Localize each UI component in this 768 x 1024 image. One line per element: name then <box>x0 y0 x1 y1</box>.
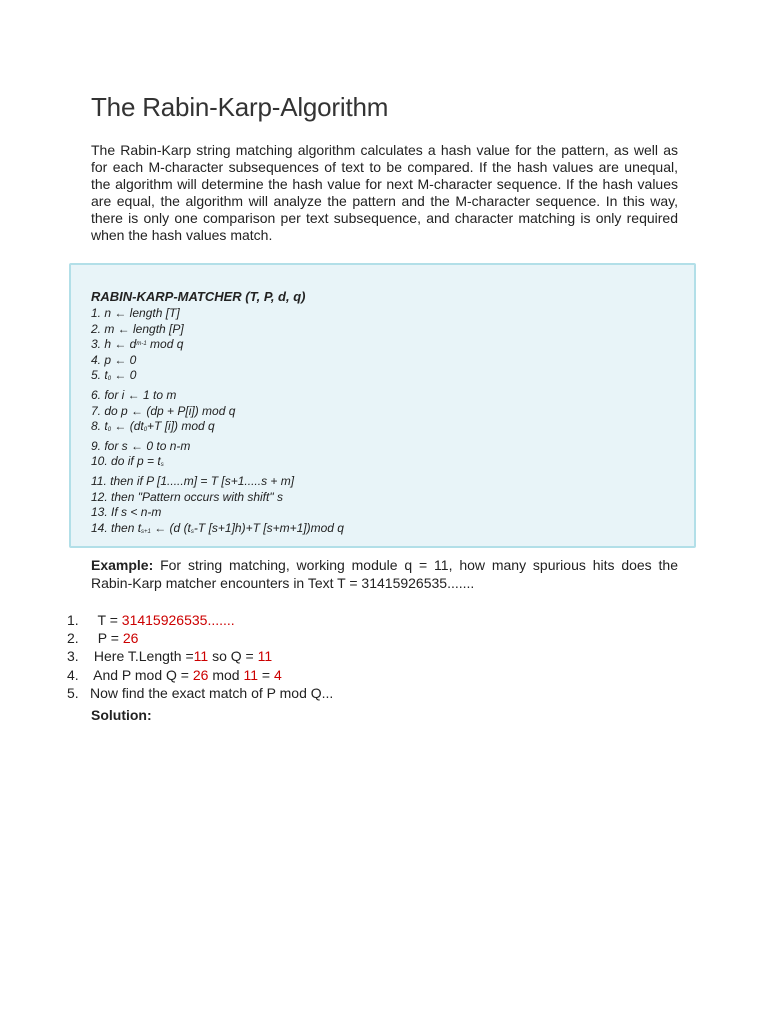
algorithm-line-10 <box>91 454 344 474</box>
step-text-part: mod <box>208 666 244 683</box>
line-5-text-end: ← 0 <box>111 368 137 383</box>
step-number: 2. <box>67 630 79 647</box>
step-number: 3. <box>67 648 79 665</box>
line-14-subscript-2: s <box>190 528 194 535</box>
algorithm-line-4: 4. p ← 0 <box>91 352 137 367</box>
algorithm-line-5 <box>91 368 344 388</box>
algorithm-line-14 <box>91 521 344 541</box>
step-text-part: T = <box>90 612 122 628</box>
line-8-text-mid: ← (dt <box>111 419 144 434</box>
line-14-subscript: s+1 <box>141 528 151 535</box>
highlight-value: 26 <box>122 630 139 647</box>
step-text <box>90 629 138 647</box>
step-number: 1. <box>67 612 79 628</box>
line-3-text-end: mod q <box>146 337 184 352</box>
step-text <box>90 666 282 684</box>
step-text-part: And P mod Q = <box>90 666 193 683</box>
list-item <box>67 684 667 702</box>
line-8-subscript: 0 <box>107 427 112 434</box>
step-text <box>90 611 235 629</box>
page-title: The Rabin-Karp-Algorithm <box>91 92 389 122</box>
algorithm-line-12: 12. then "Pattern occurs with shift" s <box>91 489 283 504</box>
algorithm-line-3 <box>91 337 344 353</box>
list-item <box>67 611 667 629</box>
algorithm-title: RABIN-KARP-MATCHER (T, P, d, q) <box>91 289 306 304</box>
line-5-text: 5. t <box>91 368 108 383</box>
step-text-part: Here T.Length = <box>90 648 194 665</box>
highlight-value: 26 <box>192 666 209 683</box>
list-item <box>67 647 667 665</box>
algorithm-line-11: 11. then if P [1.....m] = T [s+1.....s + m] <box>91 473 295 488</box>
line-14-text: 14. then t <box>91 520 142 535</box>
steps-list <box>67 611 667 702</box>
example-text: For string matching, working module q = 11, how many spurious hits does the Rabin-Karp matcher encounters in Text T = 31415926535....... <box>91 557 678 591</box>
solution-label: Solution: <box>91 707 152 723</box>
list-item <box>67 666 667 684</box>
intro-paragraph: The Rabin-Karp string matching algorithm calculates a hash value for the pattern, as well as for each M-character subsequences of text to be compared. If the hash values are unequal, the algorithm will determine the hash value for next M-character sequence. If the hash values are equal, the algorithm will analyze the pattern and the M-character sequence. In this way, there is only one comparison per text subsequence, and character matching is only required when the hash values match. <box>91 142 678 243</box>
step-number: 4. <box>67 666 79 683</box>
algorithm-line-8 <box>91 419 344 439</box>
line-8-text: 8. t <box>91 419 108 434</box>
algorithm-pseudocode <box>91 289 344 540</box>
line-14-text-end: -T [s+1]h)+T [s+m+1])mod q <box>193 520 344 535</box>
step-number: 5. <box>67 684 79 701</box>
step-text-part: = <box>258 666 274 683</box>
algorithm-line-6: 6. for i ← 1 to m <box>91 387 177 402</box>
algorithm-line-13: 13. If s < n-m <box>91 505 162 520</box>
algorithm-box <box>69 263 696 548</box>
algorithm-line-2: 2. m ← length [P] <box>91 321 184 336</box>
highlight-value: ....... <box>207 612 235 628</box>
example-label: Example: <box>91 557 154 573</box>
step-text-part: so Q = <box>208 648 258 665</box>
line-8-text-end: +T [i]) mod q <box>147 419 215 434</box>
line-10-subscript: s <box>160 462 164 469</box>
line-3-text: 3. h ← d <box>91 337 137 352</box>
line-5-subscript: 0 <box>107 376 112 383</box>
algorithm-line-1: 1. n ← length [T] <box>91 306 180 320</box>
example-paragraph <box>91 557 678 592</box>
line-8-subscript-2: 0 <box>143 427 148 434</box>
highlight-value: 11 <box>243 666 259 683</box>
algorithm-line-7: 7. do p ← (dp + P[i]) mod q <box>91 403 236 418</box>
line-14-text-mid: ← (d (t <box>150 520 191 535</box>
step-text: Now find the exact match of P mod Q... <box>90 684 334 701</box>
line-3-superscript: m-1 <box>136 341 147 348</box>
step-text <box>90 647 272 665</box>
highlight-value: 4 <box>273 666 282 683</box>
highlight-value: 11 <box>193 648 209 665</box>
highlight-value: 11 <box>257 648 273 665</box>
highlight-value: 31415926535 <box>121 612 208 628</box>
algorithm-line-9: 9. for s ← 0 to n-m <box>91 438 191 453</box>
list-item <box>67 629 667 647</box>
step-text-part: P = <box>90 630 123 647</box>
line-10-text: 10. do if p = t <box>91 454 161 469</box>
